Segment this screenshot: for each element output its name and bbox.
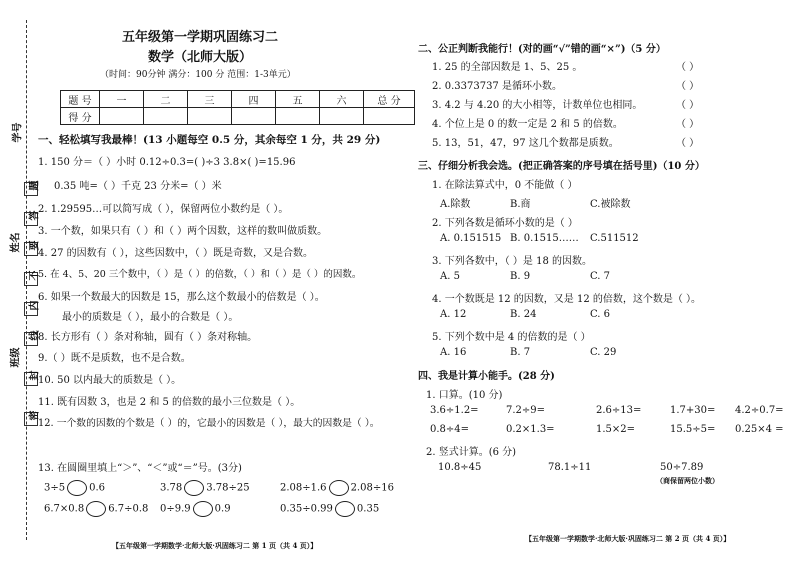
question-5: 5. 在 4、5、20 三个数中，（ ）是（ ）的倍数，（ ）和（ ）是（ ）的因数。 [38,269,362,280]
compare-circle[interactable] [193,501,213,517]
side-word: 密 [29,410,41,421]
compare-item: 0÷9.9 0.9 [160,501,231,517]
compare-item: 0.35÷0.99 0.35 [280,501,379,517]
choice-option[interactable]: C. 29 [590,347,617,358]
score-cell: 得 分 [61,108,100,125]
choice-option[interactable]: A. 0.151515 [440,233,502,244]
choice-option[interactable]: A.除数 [440,199,471,210]
score-cell: 一 [100,91,144,108]
choice-option[interactable]: A. 12 [440,309,467,320]
compare-circle[interactable] [184,480,204,496]
vertical-item: 78.1÷11 [548,462,592,473]
question-6: 6. 如果一个数最大的因数是 15，那么这个数最小的倍数是（ ）。 [38,292,325,303]
judge-item: 5. 13，51，47，97 这几个数都是质数。 [432,138,619,149]
score-table-score-row [61,108,415,125]
choice-question: 2. 下列各数是循环小数的是（ ） [432,218,578,229]
score-input-5[interactable] [276,108,320,125]
compare-item: 2.08÷1.6 2.08÷16 [280,480,394,496]
choice-option[interactable]: B.商 [510,199,531,210]
vertical-item: 10.8÷45 [438,462,482,473]
judge-item: 1. 25 的全部因数是 1、5、25 。 [432,62,583,73]
side-word: 要 [29,240,41,251]
choice-option[interactable]: C. 6 [590,309,611,320]
question-9: 9.（ ）既不是质数，也不是合数。 [38,353,191,364]
choice-option[interactable]: B. 0.1515…… [510,233,579,244]
judge-answer-box[interactable]: （ ） [676,100,700,111]
compare-item: 6.7×0.8 6.7÷0.8 [44,501,148,517]
oral-item: 3.6÷1.2= [430,405,479,416]
score-table-header-row [61,91,415,108]
vertical-title: 2. 竖式计算。(6 分) [426,447,517,458]
footer-left: 【五年级第一学期数学·北师大版·巩固练习二 第 1 页（共 4 页）】 [112,541,318,550]
question-11: 11. 既有因数 3，也是 2 和 5 的倍数的最小三位数是（ ）。 [38,397,301,408]
section3-title: 三、仔细分析我会选。(把正确答案的序号填在括号里)（10 分） [418,161,705,172]
score-cell: 三 [188,91,232,108]
score-input-4[interactable] [232,108,276,125]
page-subtitle: 数学（北师大版） [148,50,253,65]
score-input-2[interactable] [144,108,188,125]
oral-title: 1. 口算。(10 分) [426,390,503,401]
vertical-note: （商保留两位小数） [656,476,719,485]
oral-item: 7.2÷9= [506,405,546,416]
vertical-item: 50÷7.89 [660,462,704,473]
judge-answer-box[interactable]: （ ） [676,119,700,130]
oral-item: 1.5×2= [596,424,636,435]
oral-item: 2.6÷13= [596,405,642,416]
judge-item: 4. 个位上是 0 的数一定是 2 和 5 的倍数。 [432,119,623,130]
score-table [60,90,415,125]
question-3: 3. 一个数，如果只有（ ）和（ ）两个因数，这样的数叫做质数。 [38,226,328,237]
question-1a: 1. 150 分＝（ ）小时 0.12÷0.3=( )÷3 3.8×( )=15.96 [38,157,296,168]
question-10: 10. 50 以内最大的质数是（ ）。 [38,375,182,386]
side-word: 线 [29,330,41,341]
side-word: 封 [29,370,41,381]
compare-circle[interactable] [67,480,87,496]
choice-option[interactable]: C.511512 [590,233,639,244]
question-12: 12. 一个数的因数的个数是（ ）的，它最小的因数是（ ），最大的因数是（ ）。 [38,418,380,429]
choice-option[interactable]: B. 7 [510,347,531,358]
question-7: 最小的质数是（ ），最小的合数是（ ）。 [62,312,239,323]
score-cell: 总 分 [364,91,415,108]
oral-item: 1.7+30= [670,405,716,416]
section4-title: 四、我是计算小能手。(28 分) [418,371,555,382]
judge-answer-box[interactable]: （ ） [676,81,700,92]
question-1b: 0.35 吨=（ ）千克 23 分米=（ ）米 [54,181,222,192]
question-4: 4. 27 的因数有（ ），这些因数中，（ ）既是奇数，又是合数。 [38,248,313,259]
choice-option[interactable]: C. 7 [590,271,611,282]
judge-item: 3. 4.2 与 4.20 的大小相等，计数单位也相同。 [432,100,643,111]
side-word: 答 [29,210,41,221]
score-cell: 四 [232,91,276,108]
side-label-student-no: 学号 [12,122,24,143]
judge-answer-box[interactable]: （ ） [676,62,700,73]
side-label-class: 班级 [10,347,22,368]
choice-option[interactable]: B. 9 [510,271,531,282]
score-cell: 六 [320,91,364,108]
footer-right: 【五年级第一学期数学·北师大版·巩固练习二 第 2 页（共 4 页）】 [525,534,731,543]
choice-question: 1. 在除法算式中，0 不能做（ ） [432,180,578,191]
score-input-1[interactable] [100,108,144,125]
choice-question: 5. 下列个数中是 4 的倍数的是（ ） [432,332,591,343]
page-title: 五年级第一学期巩固练习二 [122,30,279,45]
question-13: 13. 在圆圈里填上“＞”、“＜”或“＝”号。(3分) [38,463,242,474]
oral-item: 0.8÷4= [430,424,470,435]
score-cell: 五 [276,91,320,108]
score-cell: 题 号 [61,91,100,108]
compare-circle[interactable] [329,480,349,496]
compare-item: 3÷5 0.6 [44,480,105,496]
compare-item: 3.78 3.78÷25 [160,480,250,496]
choice-question: 4. 一个数既是 12 的因数，又是 12 的倍数，这个数是（ ）。 [432,294,702,305]
side-word: 不 [29,270,41,281]
choice-option[interactable]: A. 5 [440,271,460,282]
choice-option[interactable]: B. 24 [510,309,537,320]
question-8: 8. 长方形有（ ）条对称轴，圆有（ ）条对称轴。 [38,332,258,343]
oral-item: 0.25×4 = [735,424,784,435]
exam-info: （时间：90分钟 满分：100 分 范围：1-3单元） [100,70,296,80]
choice-option[interactable]: C.被除数 [590,199,631,210]
score-cell: 二 [144,91,188,108]
judge-answer-box[interactable]: （ ） [676,138,700,149]
compare-circle[interactable] [86,501,106,517]
compare-circle[interactable] [335,501,355,517]
section1-title: 一、轻松填写我最棒！(13 小题每空 0.5 分，其余每空 1 分，共 29 分) [38,134,381,146]
side-word: 内 [29,300,41,311]
score-input-6[interactable] [320,108,364,125]
score-input-total[interactable] [364,108,415,125]
choice-option[interactable]: A. 16 [440,347,467,358]
side-label-name: 姓名 [10,232,22,253]
question-2: 2. 1.29595…可以简写成（ ），保留两位小数约是（ ）。 [38,204,289,215]
score-input-3[interactable] [188,108,232,125]
choice-question: 3. 下列各数中，（ ）是 18 的因数。 [432,256,592,267]
judge-item: 2. 0.3373737 是循环小数。 [432,81,562,92]
side-word: 题 [29,180,41,191]
oral-item: 15.5÷5= [670,424,716,435]
section2-title: 二、公正判断我能行！(对的画“√”错的画“×”)（5 分） [418,44,666,55]
oral-item: 4.2÷0.7= [735,405,784,416]
oral-item: 0.2×1.3= [506,424,555,435]
